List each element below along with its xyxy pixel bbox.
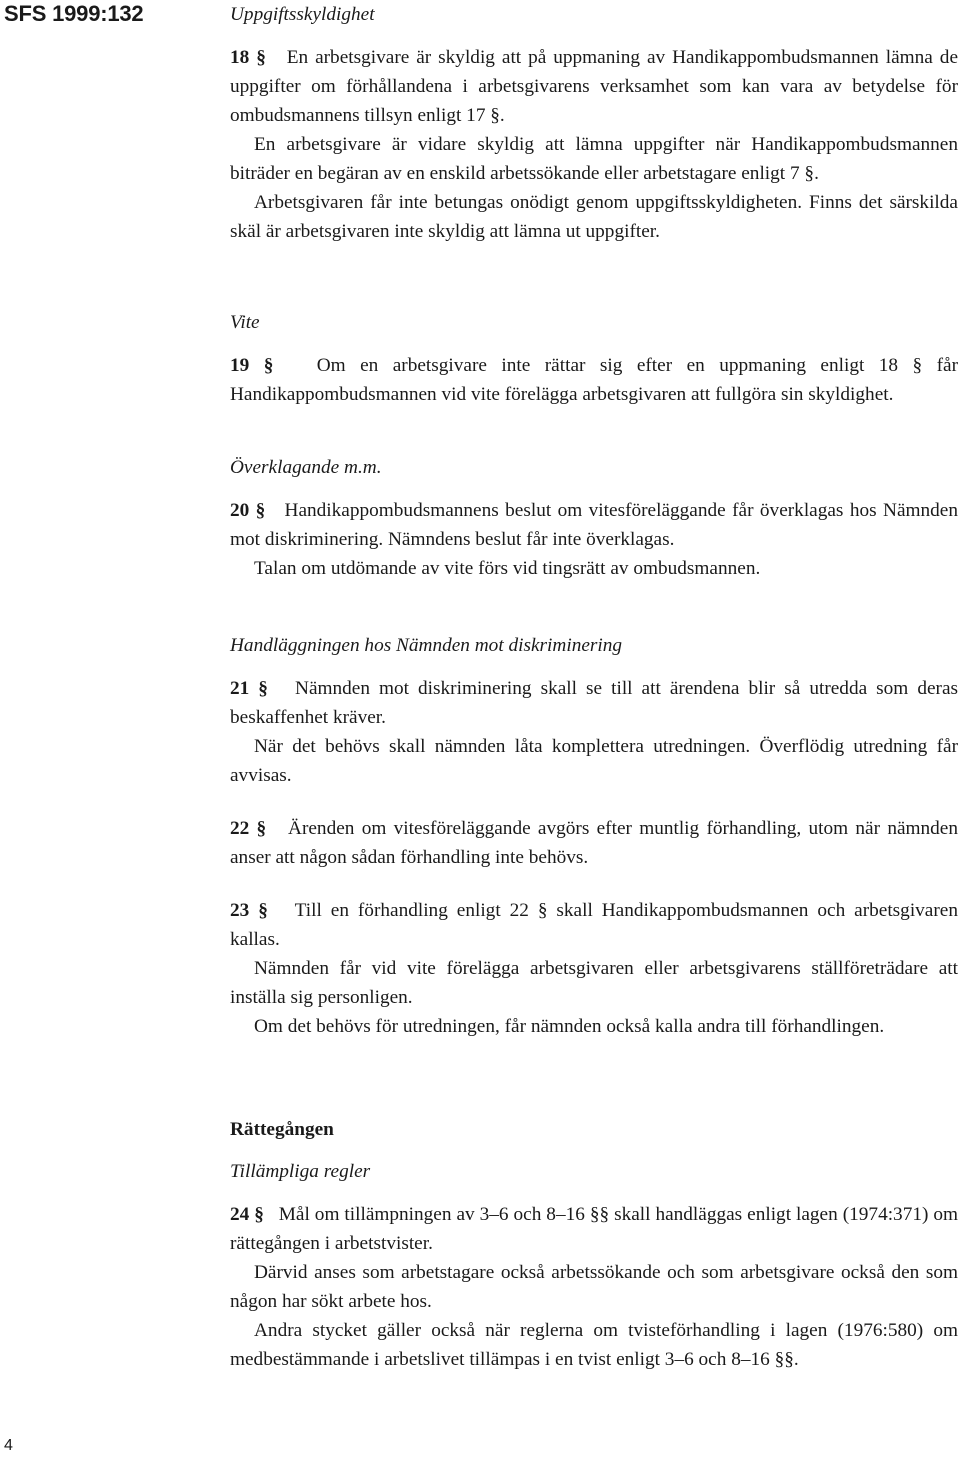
paragraph-20-stycke-2: Talan om utdömande av vite förs vid tingsrätt av ombudsmannen. bbox=[254, 558, 761, 579]
sfs-number: SFS 1999:132 bbox=[4, 1, 144, 26]
paragraph-18 bbox=[230, 43, 958, 130]
subsection-heading-tillampliga-regler: Tillämpliga regler bbox=[230, 1161, 371, 1182]
paragraph-number: 24 § bbox=[230, 1204, 264, 1225]
paragraph-number: 19 § bbox=[230, 355, 274, 376]
paragraph-22 bbox=[230, 814, 958, 872]
paragraph-text: Nämnden mot diskriminering skall se till att ärendena blir så utredda som deras beskaffenhet kräver. bbox=[230, 678, 959, 728]
paragraph-24 bbox=[230, 1200, 958, 1258]
paragraph-23-stycke-2: Nämnden får vid vite förelägga arbetsgivaren eller arbetsgivarens ställföreträdare att inställa sig personligen. bbox=[230, 958, 958, 1008]
paragraph-24-stycke-3: Andra stycket gäller också när reglerna om tvisteförhandling i lagen (1976:580) om medbestämmande i arbetslivet tillämpas i en tvist enligt 3–6 och 8–16 §§. bbox=[230, 1320, 958, 1370]
paragraph-text: Om en arbetsgivare inte rättar sig efter en uppmaning enligt 18 § får Handikappombudsmannen vid vite förelägga arbetsgivaren att fullgöra sin skyldighet. bbox=[230, 355, 958, 405]
paragraph-18-stycke-3: Arbetsgivaren får inte betungas onödigt genom uppgiftsskyldigheten. Finns det särskilda skäl är arbetsgivaren inte skyldig att lämna ut uppgifter. bbox=[230, 192, 958, 242]
paragraph-21-stycke-2: När det behövs skall nämnden låta komplettera utredningen. Överflödig utredning får avvisas. bbox=[230, 736, 958, 786]
paragraph-19 bbox=[230, 351, 958, 409]
section-heading-handlaggning: Handläggningen hos Nämnden mot diskriminering bbox=[230, 635, 623, 656]
document-body bbox=[230, 0, 958, 1374]
paragraph-text: Ärenden om vitesföreläggande avgörs efter muntlig förhandling, utom när nämnden anser att någon sådan förhandling inte behövs. bbox=[230, 818, 958, 868]
paragraph-20 bbox=[230, 496, 958, 554]
paragraph-23 bbox=[230, 896, 958, 954]
section-heading-vite: Vite bbox=[230, 312, 260, 333]
paragraph-23-stycke-3: Om det behövs för utredningen, får nämnden också kalla andra till förhandlingen. bbox=[254, 1016, 885, 1037]
paragraph-18-stycke-2: En arbetsgivare är vidare skyldig att lämna uppgifter när Handikappombudsmannen biträder en begäran av en enskild arbetssökande eller arbetstagare enligt 7 §. bbox=[230, 134, 958, 184]
section-heading-overklagande: Överklagande m.m. bbox=[230, 457, 382, 478]
page-number: 4 bbox=[4, 1437, 13, 1454]
paragraph-number: 22 § bbox=[230, 818, 267, 839]
section-heading-rattegangen: Rättegången bbox=[230, 1119, 334, 1140]
section-heading-uppgiftsskyldighet: Uppgiftsskyldighet bbox=[230, 4, 375, 25]
paragraph-number: 23 § bbox=[230, 900, 268, 921]
paragraph-text: Handikappombudsmannens beslut om vitesföreläggande får överklagas hos Nämnden mot diskriminering. Nämndens beslut får inte överklagas. bbox=[230, 500, 958, 550]
paragraph-text: En arbetsgivare är skyldig att på uppmaning av Handikappombudsmannen lämna de uppgifter om förhållandena i arbetsgivarens verksamhet som kan vara av betydelse för ombudsmannens tillsyn enligt 17 §. bbox=[230, 47, 958, 126]
paragraph-number: 20 § bbox=[230, 500, 266, 521]
paragraph-number: 21 § bbox=[230, 678, 268, 699]
paragraph-24-stycke-2: Därvid anses som arbetstagare också arbetssökande och som arbetsgivare också den som någon har sökt arbete hos. bbox=[230, 1262, 958, 1312]
paragraph-21 bbox=[230, 674, 958, 732]
paragraph-text: Mål om tillämpningen av 3–6 och 8–16 §§ skall handläggas enligt lagen (1974:371) om rättegången i arbetstvister. bbox=[230, 1204, 959, 1254]
paragraph-number: 18 § bbox=[230, 47, 266, 68]
paragraph-text: Till en förhandling enligt 22 § skall Handikappombudsmannen och arbetsgivaren kallas. bbox=[230, 900, 958, 950]
